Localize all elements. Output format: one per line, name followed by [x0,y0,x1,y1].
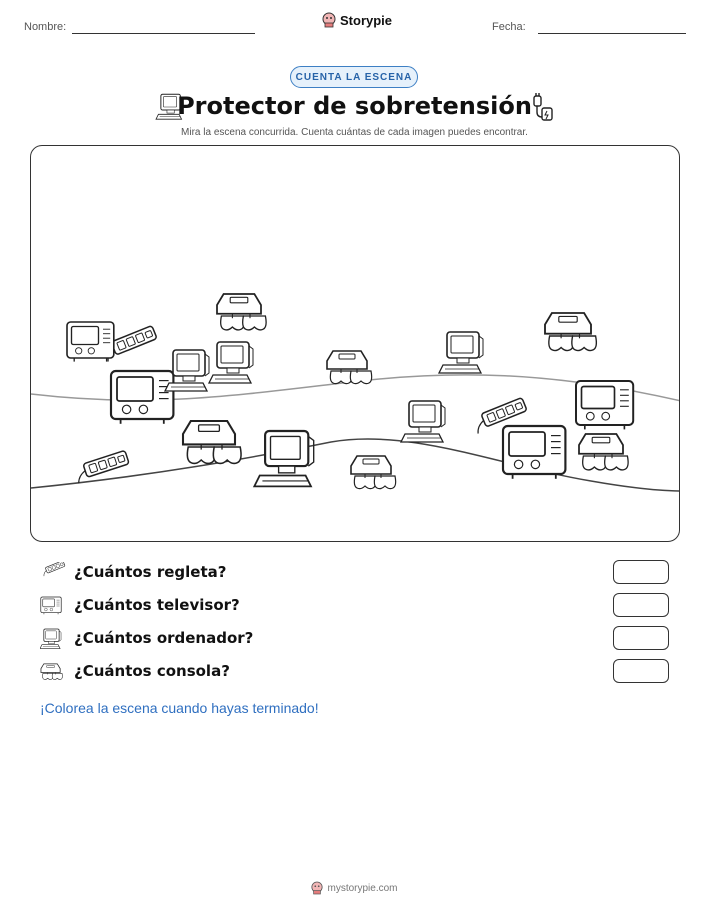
busy-scene [30,145,680,542]
game-console [183,421,241,463]
game-console [351,456,396,489]
storypie-logo-icon [322,12,336,28]
date-label: Fecha: [492,21,526,33]
question-text: ¿Cuántos consola? [74,662,230,680]
answer-box[interactable] [613,593,669,617]
game-console-icon [40,661,64,683]
question-row [40,560,672,586]
brand-logo [322,12,392,28]
computer [401,401,445,442]
answer-box[interactable] [613,626,669,650]
storypie-logo-icon [311,881,323,895]
television [503,426,565,479]
surge-plug-icon [530,93,554,121]
color-note: ¡Colorea la escena cuando hayas terminado! [40,700,319,716]
power-strip [73,450,130,483]
computer [439,332,483,373]
question-text: ¿Cuántos ordenador? [74,629,254,647]
power-strip-icon [40,562,66,582]
television [576,381,633,429]
question-row [40,626,672,652]
television [67,322,114,362]
computer [165,350,209,391]
name-label: Nombre: [24,21,67,33]
page-title: Protector de sobretensión [177,92,532,120]
game-console [579,434,628,470]
game-console [217,294,266,330]
date-field-line[interactable] [538,33,686,34]
question-row [40,593,672,619]
activity-badge: CUENTA LA ESCENA [290,66,418,88]
footer-url[interactable]: mystorypie.com [327,882,398,894]
brand-name: Storypie [340,12,393,28]
footer [0,881,709,895]
game-console [327,351,372,384]
television [111,371,173,424]
answer-box[interactable] [613,560,669,584]
question-text: ¿Cuántos regleta? [74,563,227,581]
computer [209,342,253,383]
computer-icon [40,628,62,650]
computer [254,431,313,486]
television-icon [40,595,62,617]
name-field-line[interactable] [72,33,255,34]
game-console [545,313,596,351]
question-row [40,659,672,685]
question-text: ¿Cuántos televisor? [74,596,240,614]
answer-box[interactable] [613,659,669,683]
instructions: Mira la escena concurrida. Cuenta cuántas de cada imagen puedes encontrar. [181,127,528,138]
